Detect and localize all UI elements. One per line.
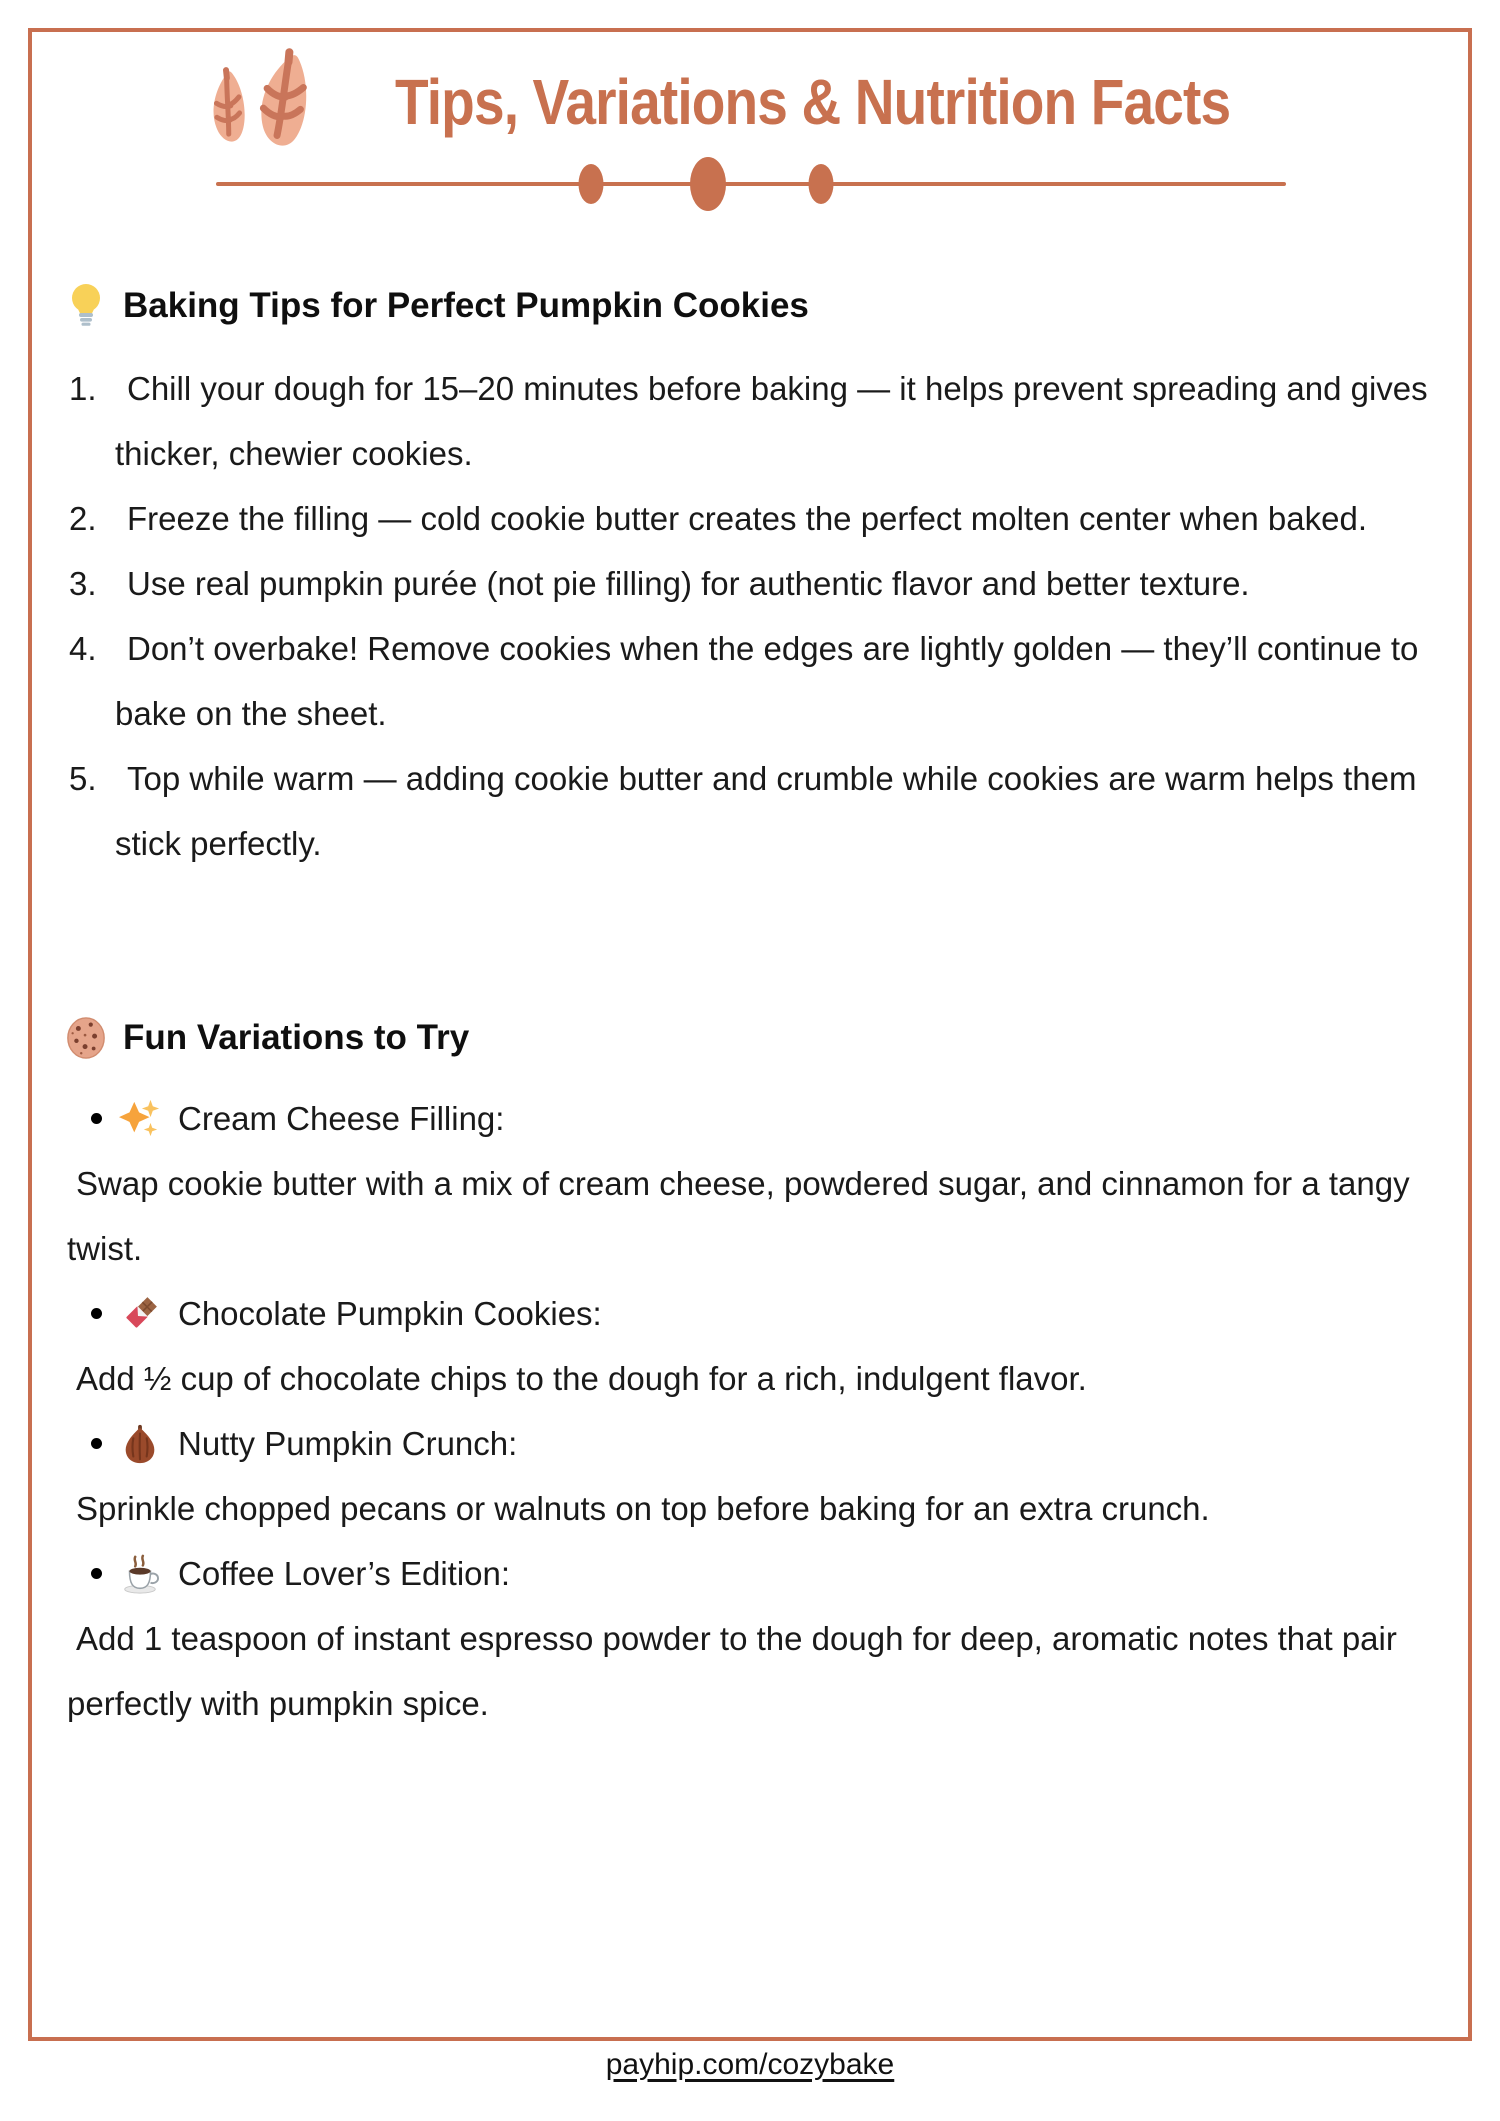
page-title: Tips, Variations & Nutrition Facts <box>395 66 1231 138</box>
bullet-dot <box>91 1568 102 1579</box>
divider-dot <box>808 164 833 204</box>
section-title: Fun Variations to Try <box>123 1018 470 1057</box>
variation-label: Nutty Pumpkin Crunch: <box>178 1425 518 1462</box>
bullet-dot <box>91 1113 102 1124</box>
page-title-row <box>65 48 1437 156</box>
variation-item <box>65 1541 1437 1736</box>
variations-list <box>65 1086 1437 1736</box>
variation-description: Swap cookie butter with a mix of cream cheese, powdered sugar, and cinnamon for a tangy twist. <box>67 1165 1410 1267</box>
list-item: Use real pumpkin purée (not pie filling) for authentic flavor and better texture. <box>127 565 1250 602</box>
section-heading-baking-tips <box>65 282 1437 330</box>
lightbulb-icon <box>65 282 107 330</box>
variation-label: Cream Cheese Filling: <box>178 1100 505 1137</box>
list-item: Chill your dough for 15–20 minutes before baking — it helps prevent spreading and gives thicker, chewier cookies. <box>115 370 1428 472</box>
chocolate-bar-icon <box>119 1292 161 1336</box>
variation-item <box>65 1411 1437 1541</box>
autumn-leaves-icon <box>203 48 321 156</box>
variation-item <box>65 1281 1437 1411</box>
list-item: Don’t overbake! Remove cookies when the edges are lightly golden — they’ll continue to bake on the sheet. <box>115 630 1419 732</box>
variation-description: Add ½ cup of chocolate chips to the dough for a rich, indulgent flavor. <box>76 1360 1087 1397</box>
cookie-icon <box>65 1014 107 1062</box>
divider-dot <box>690 157 726 211</box>
list-item: Freeze the filling — cold cookie butter creates the perfect molten center when baked. <box>127 500 1367 537</box>
variation-item <box>65 1086 1437 1281</box>
variation-description: Sprinkle chopped pecans or walnuts on top before baking for an extra crunch. <box>76 1490 1210 1527</box>
variation-label: Coffee Lover’s Edition: <box>178 1555 511 1592</box>
section-title: Baking Tips for Perfect Pumpkin Cookies <box>123 286 809 325</box>
page-content <box>65 48 1437 1736</box>
divider-dot <box>578 164 603 204</box>
variation-bullet-line <box>65 1541 1437 1606</box>
baking-tips-list <box>65 356 1437 876</box>
footer-link[interactable]: payhip.com/cozybake <box>605 2048 895 2081</box>
page-footer <box>0 2048 1500 2082</box>
variation-description: Add 1 teaspoon of instant espresso powder to the dough for deep, aromatic notes that pair perfectly with pumpkin spice. <box>67 1620 1397 1722</box>
bullet-dot <box>91 1438 102 1449</box>
title-divider <box>216 182 1286 186</box>
variation-bullet-line <box>65 1086 1437 1151</box>
bullet-dot <box>91 1308 102 1319</box>
list-item: Top while warm — adding cookie butter and crumble while cookies are warm helps them stick perfectly. <box>115 760 1417 862</box>
coffee-icon <box>119 1552 161 1596</box>
variation-bullet-line <box>65 1411 1437 1476</box>
variation-bullet-line <box>65 1281 1437 1346</box>
variation-label: Chocolate Pumpkin Cookies: <box>178 1295 602 1332</box>
section-heading-variations <box>65 1014 1437 1062</box>
sparkles-icon <box>119 1097 161 1141</box>
chestnut-icon <box>119 1422 161 1466</box>
